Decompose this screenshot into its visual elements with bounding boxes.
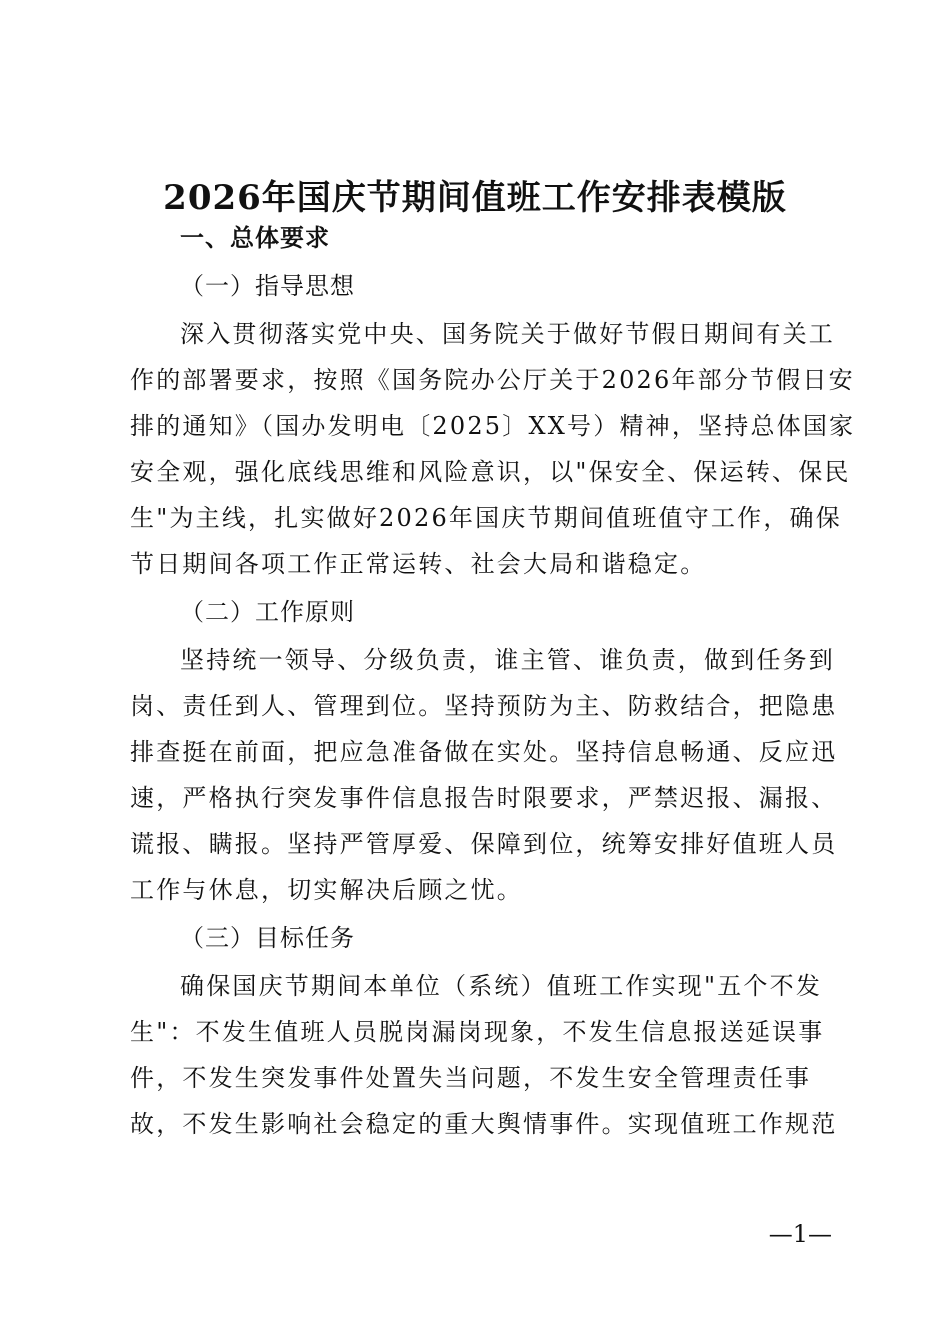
paragraph-line: 确保国庆节期间本单位（系统）值班工作实现"五个不发 [180, 972, 823, 1000]
paragraph-line: 节日期间各项工作正常运转、社会大局和谐稳定。 [130, 550, 707, 578]
paragraph-line: 故，不发生影响社会稳定的重大舆情事件。实现值班工作规范 [130, 1110, 838, 1138]
paragraph-line: 谎报、瞒报。坚持严管厚爱、保障到位，统筹安排好值班人员 [130, 830, 838, 858]
paragraph-line: 作的部署要求，按照《国务院办公厅关于2026年部分节假日安 [130, 366, 855, 394]
subsection-heading-guiding-thought: （一）指导思想 [180, 272, 355, 300]
paragraph-line: 安全观，强化底线思维和风险意识，以"保安全、保运转、保民 [130, 458, 851, 486]
subsection-heading-work-principles: （二）工作原则 [180, 598, 355, 626]
paragraph-line: 工作与休息，切实解决后顾之忧。 [130, 876, 523, 904]
section-heading-general-requirements: 一、总体要求 [180, 224, 330, 252]
paragraph-line: 生"：不发生值班人员脱岗漏岗现象，不发生信息报送延误事 [130, 1018, 825, 1046]
paragraph-line: 坚持统一领导、分级负责，谁主管、谁负责，做到任务到 [180, 646, 835, 674]
paragraph-line: 岗、责任到人、管理到位。坚持预防为主、防救结合，把隐患 [130, 692, 838, 720]
paragraph-line: 排查挺在前面，把应急准备做在实处。坚持信息畅通、反应迅 [130, 738, 838, 766]
paragraph-line: 排的通知》（国办发明电〔2025〕XX号）精神，坚持总体国家 [130, 412, 856, 440]
page-number: —1— [768, 1220, 832, 1248]
document-title: 2026年国庆节期间值班工作安排表模版 [163, 178, 787, 218]
paragraph-line: 生"为主线，扎实做好2026年国庆节期间值班值守工作，确保 [130, 504, 842, 532]
paragraph-line: 件，不发生突发事件处置失当问题，不发生安全管理责任事 [130, 1064, 812, 1092]
paragraph-line: 速，严格执行突发事件信息报告时限要求，严禁迟报、漏报、 [130, 784, 838, 812]
subsection-heading-objectives: （三）目标任务 [180, 924, 355, 952]
paragraph-line: 深入贯彻落实党中央、国务院关于做好节假日期间有关工 [180, 320, 835, 348]
